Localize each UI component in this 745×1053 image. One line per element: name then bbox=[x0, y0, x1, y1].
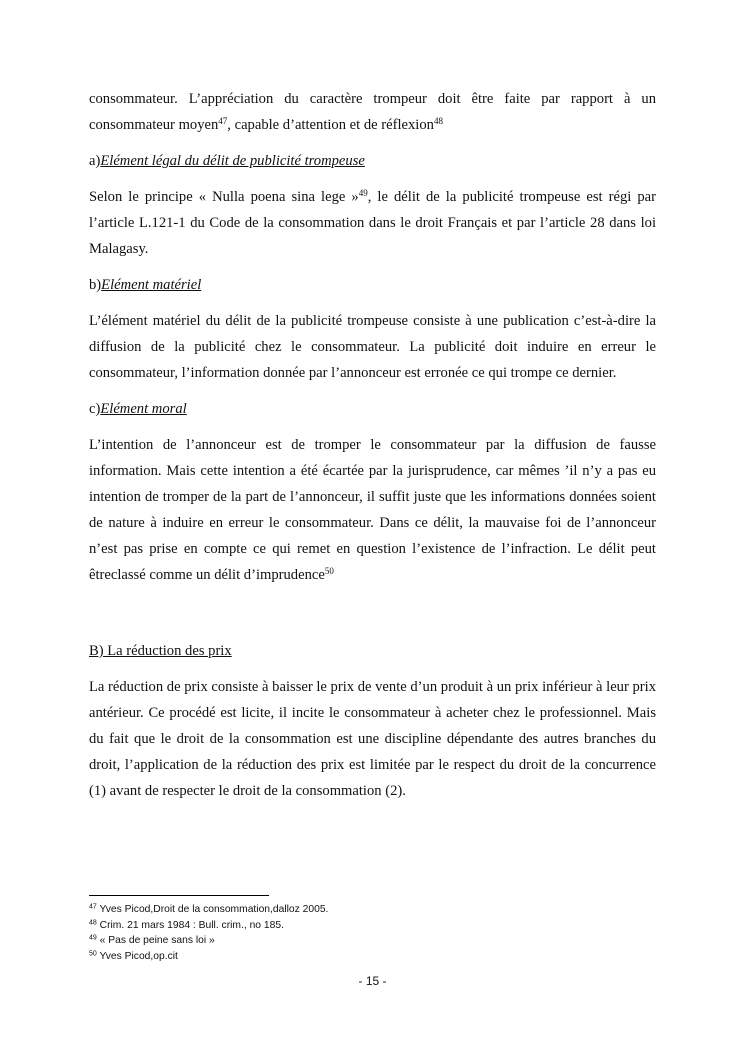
paragraph-moral-element: L’intention de l’annonceur est de tromper le consommateur par la diffusion de fausse information. Mais cette intention a été écartée par la jurisprudence, car mêmes ’il n’y a pas eu intention de tromper de la part de l’annonceur, il suffit juste que les informations données soient de nature à induire en erreur le consommateur. Dans ce délit, la mauvaise foi de l’annonceur n’est pas prise en compte ce qui remet en question l’existence de l’infraction. Le délit peut êtreclassé comme un délit d’imprudence$^{50}$ bbox=[89, 437, 656, 583]
footnote-separator bbox=[89, 895, 269, 896]
footnote-49: $^{49}$ « Pas de peine sans loi » bbox=[89, 934, 215, 946]
subheading-moral-element: c)Elément moral bbox=[89, 401, 187, 417]
footnotes bbox=[89, 902, 649, 964]
paragraph-price-reduction: La réduction de prix consiste à baisser le prix de vente d’un produit à un prix inférieur à leur prix antérieur. Ce procédé est licite, il incite le consommateur à acheter chez le professionnel. Mais du fait que le droit de la consommation est une discipline dépendante des autres branches du droit, l’application de la réduction des prix est limitée par le respect du droit de la concurrence (1) avant de respecter le droit de la consommation (2). bbox=[89, 679, 656, 799]
footnote-ref-47[interactable]: 47 bbox=[218, 116, 228, 127]
subheading-legal-element: a)Elément légal du délit de publicité trompeuse bbox=[89, 153, 365, 169]
section-title-price-reduction: B) La réduction des prix bbox=[89, 643, 232, 659]
footnote-47: $^{47}$ Yves Picod,Droit de la consommation,dalloz 2005. bbox=[89, 903, 329, 915]
body-text bbox=[89, 86, 656, 804]
footnote-ref-50[interactable]: 50 bbox=[324, 566, 334, 577]
page-number: - 15 - bbox=[358, 974, 387, 988]
footnote-48: $^{48}$ Crim. 21 mars 1984 : Bull. crim., no 185. bbox=[89, 919, 284, 931]
paragraph-intro: consommateur. L’appréciation du caractère trompeur doit être faite par rapport à un consommateur moyen$^{47}$, capable d’attention et de réflexion$^{48}$ bbox=[89, 91, 656, 133]
subheading-material-element: b)Elément matériel bbox=[89, 277, 202, 293]
footnote-50: $^{50}$ Yves Picod,op.cit bbox=[89, 950, 178, 962]
footnote-ref-49[interactable]: 49 bbox=[358, 188, 368, 199]
paragraph-legal-element: Selon le principe « Nulla poena sina lege »$^{49}$, le délit de la publicité trompeuse est régi par l’article L.121-1 du Code de la consommation dans le droit Français et par l’article 28 dans loi Malagasy. bbox=[89, 188, 657, 257]
paragraph-material-element: L’élément matériel du délit de la publicité trompeuse consiste à une publication c’est-à-dire la diffusion de la publicité chez le consommateur. La publicité doit induire en erreur le consommateur, l’information donnée par l’annonceur est erronée ce qui trompe ce dernier. bbox=[89, 313, 656, 381]
footnote-ref-48[interactable]: 48 bbox=[433, 116, 443, 127]
